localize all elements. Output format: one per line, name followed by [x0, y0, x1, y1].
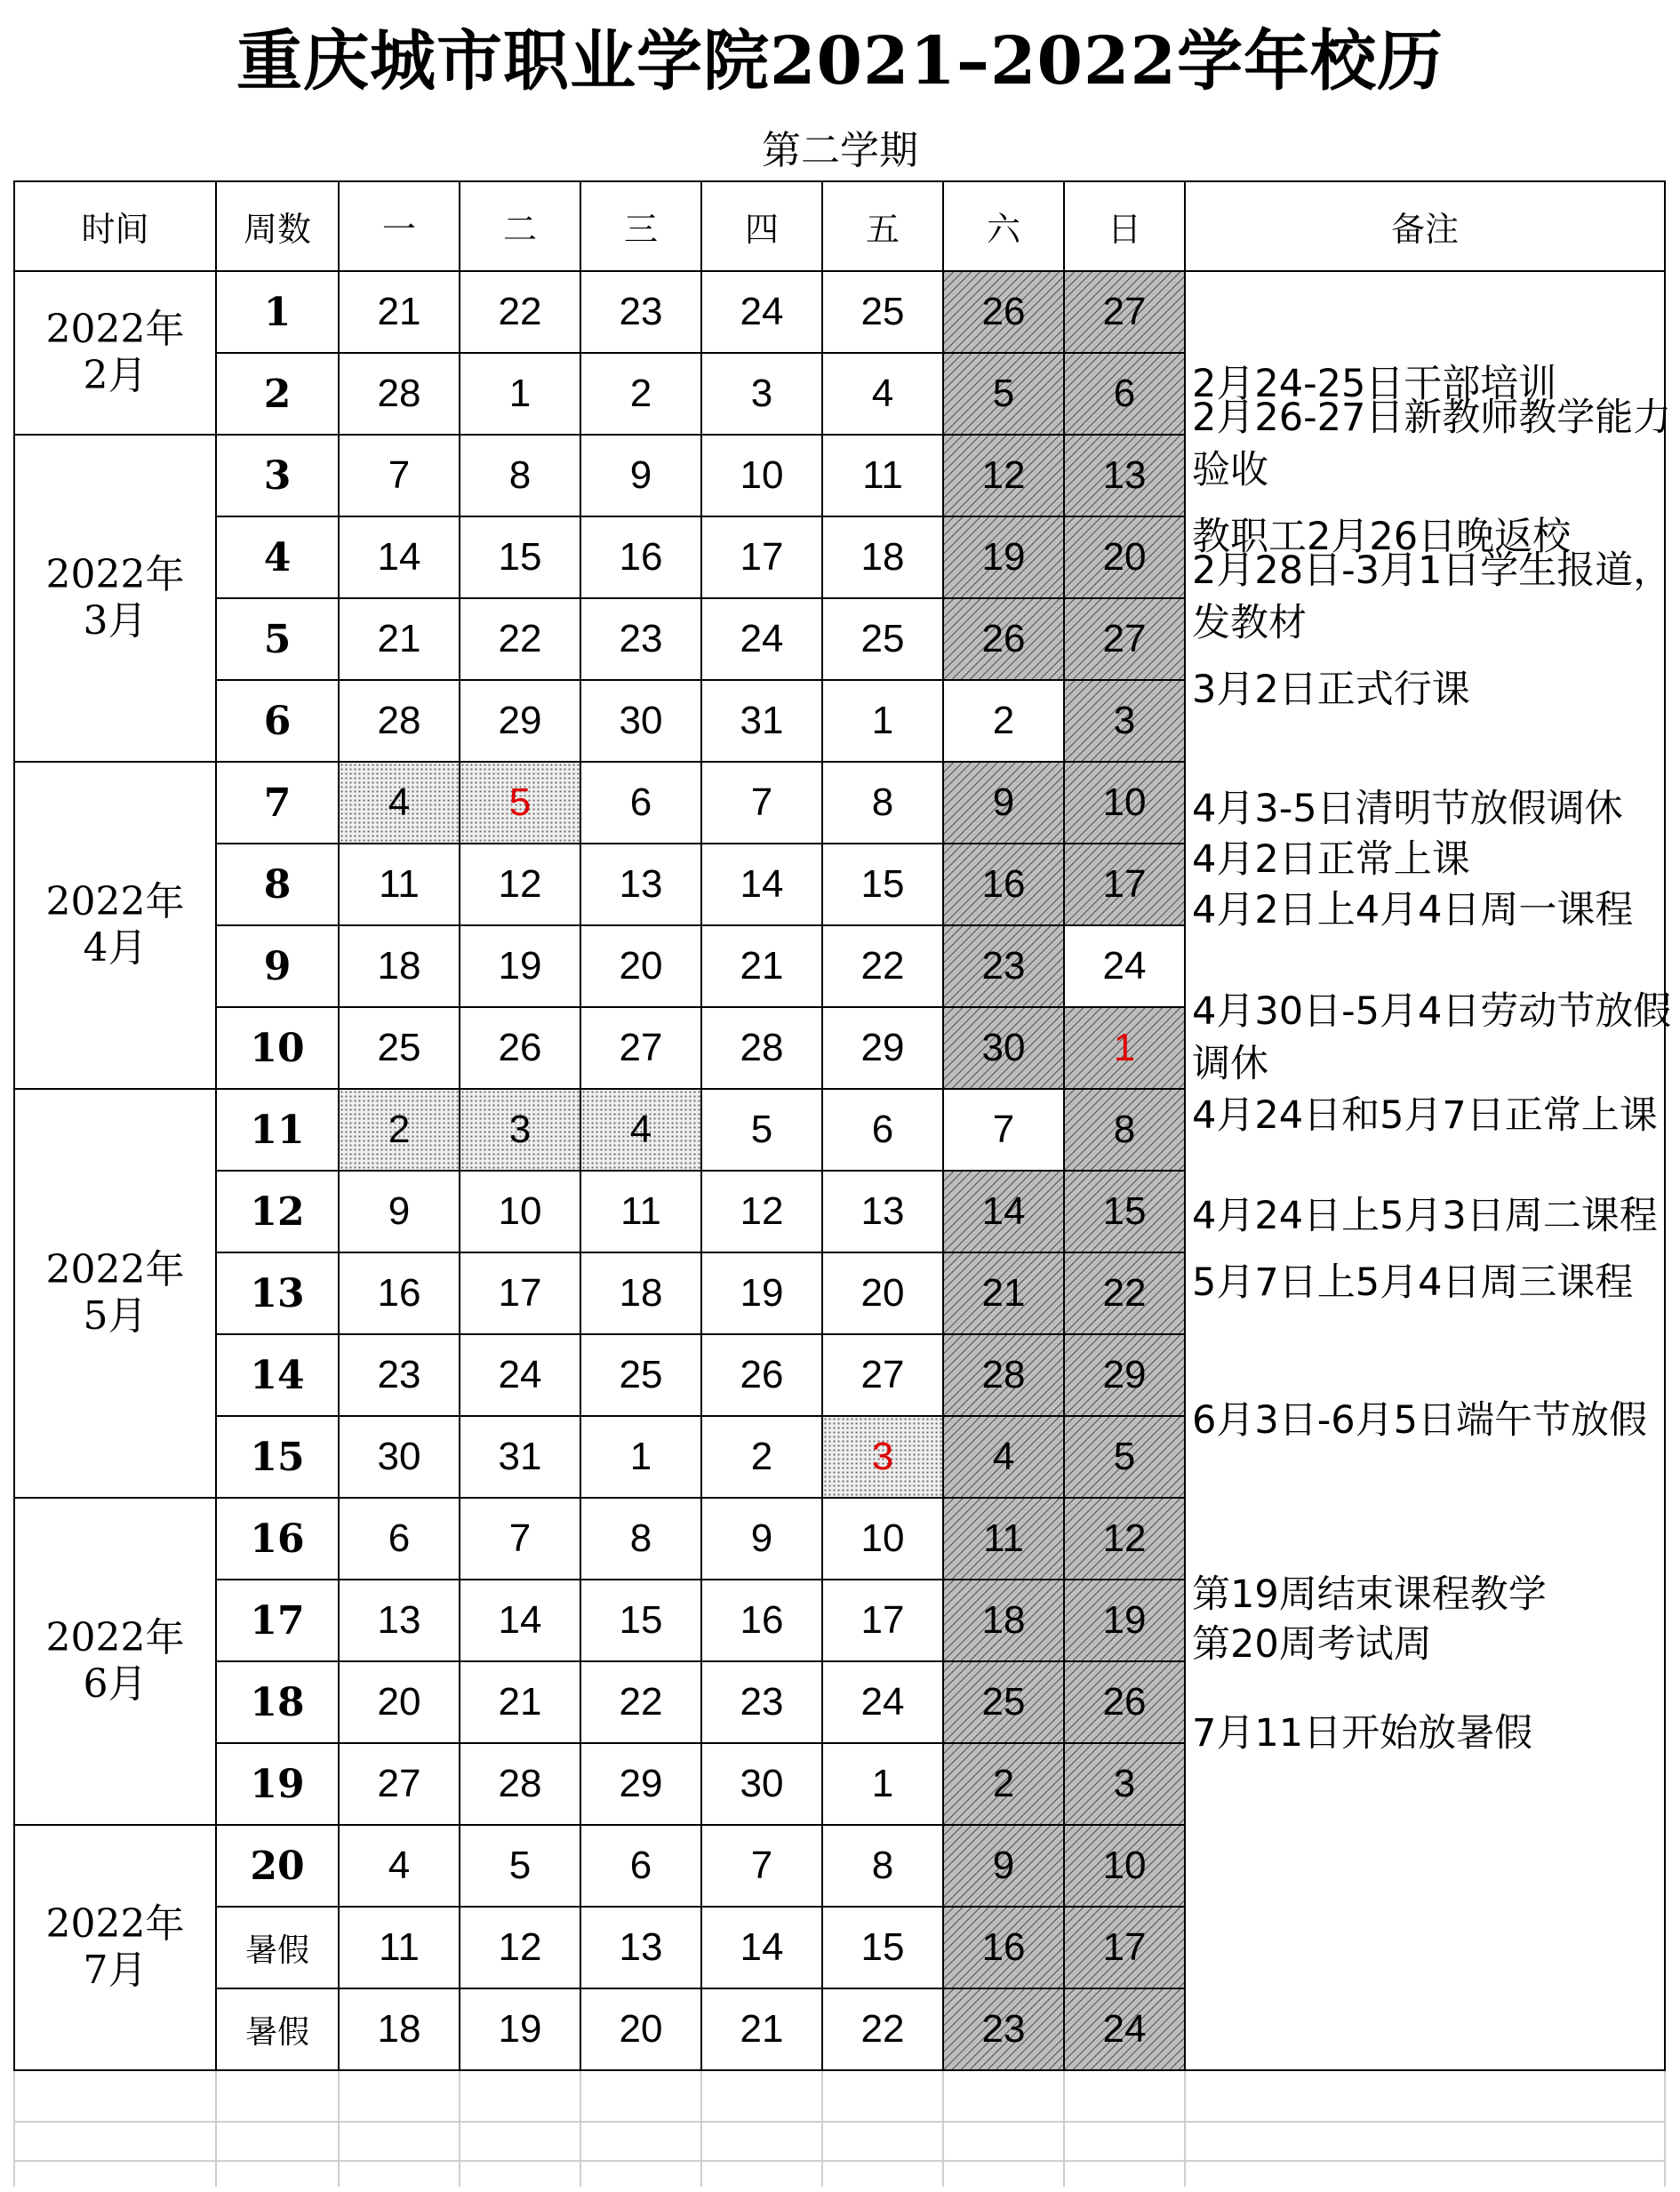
day-cell-sun: 26: [1064, 1661, 1185, 1743]
day-cell-wed: 29: [580, 1743, 701, 1825]
day-cell-thu: 26: [701, 1334, 822, 1416]
day-cell-sun: 22: [1064, 1252, 1185, 1334]
day-cell-tue: 14: [460, 1580, 580, 1661]
day-cell-fri: 11: [822, 435, 943, 516]
note-item: 2月24-25日干部培训: [1192, 362, 1557, 406]
header-week: 周数: [216, 181, 339, 271]
day-cell-mon: 27: [339, 1743, 460, 1825]
page-title: 重庆城市职业学院2021–2022学年校历: [236, 22, 1444, 100]
note-item: 2月26-27日新教师教学能力验收: [1192, 396, 1672, 492]
day-cell-sat: 21: [943, 1252, 1064, 1334]
note-item: 教职工2月26日晚返校: [1192, 515, 1572, 559]
week-number: 2: [216, 353, 339, 435]
day-cell-thu: 10: [701, 435, 822, 516]
day-cell-sat: 11: [943, 1498, 1064, 1580]
day-cell-sun: 3: [1064, 1743, 1185, 1825]
month-year: 2022年: [45, 1901, 185, 1947]
note-item: 7月11日开始放暑假: [1192, 1711, 1533, 1756]
day-cell-thu: 31: [701, 680, 822, 762]
day-cell-fri: 24: [822, 1661, 943, 1743]
day-cell-wed: 13: [580, 844, 701, 925]
week-row: [14, 271, 1665, 353]
day-cell-mon: 6: [339, 1498, 460, 1580]
header-notes: 备注: [1185, 181, 1665, 271]
day-cell-sat: 2: [943, 1743, 1064, 1825]
day-cell-thu: 19: [701, 1252, 822, 1334]
day-cell-fri: 6: [822, 1089, 943, 1171]
week-number: 15: [216, 1416, 339, 1498]
day-cell-tue: 22: [460, 598, 580, 680]
day-cell-thu: 3: [701, 353, 822, 435]
header-day-sun: 日: [1064, 181, 1185, 271]
day-cell-thu: 2: [701, 1416, 822, 1498]
day-cell-sat: 4: [943, 1416, 1064, 1498]
gridline-vertical: [942, 2071, 944, 2187]
day-cell-sat: 7: [943, 1089, 1064, 1171]
day-cell-sat: 14: [943, 1171, 1064, 1252]
day-cell-mon: 11: [339, 1907, 460, 1988]
day-cell-wed: 20: [580, 1988, 701, 2070]
day-cell-wed: 9: [580, 435, 701, 516]
day-cell-thu: 24: [701, 271, 822, 353]
week-number: 9: [216, 925, 339, 1007]
month-year: 2022年: [45, 307, 185, 352]
note-item: 2月28日-3月1日学生报道，发教材: [1192, 548, 1672, 645]
day-cell-sat: 26: [943, 598, 1064, 680]
day-cell-sat: 16: [943, 1907, 1064, 1988]
day-cell-sun: 27: [1064, 271, 1185, 353]
day-cell-thu: 21: [701, 925, 822, 1007]
day-cell-wed: 23: [580, 271, 701, 353]
day-cell-mon: 14: [339, 516, 460, 598]
day-cell-fri: 8: [822, 762, 943, 844]
day-cell-wed: 22: [580, 1661, 701, 1743]
day-cell-sun: 10: [1064, 762, 1185, 844]
day-cell-wed: 16: [580, 516, 701, 598]
note-item: 3月2日正式行课: [1192, 668, 1470, 712]
gridline-vertical: [580, 2071, 581, 2187]
day-cell-sun: 8: [1064, 1089, 1185, 1171]
day-cell-mon: 18: [339, 925, 460, 1007]
week-number: 20: [216, 1825, 339, 1907]
month-year: 2022年: [45, 1247, 185, 1292]
day-cell-mon: 2: [339, 1089, 460, 1171]
header-day-mon: 一: [339, 181, 460, 271]
week-number: 13: [216, 1252, 339, 1334]
day-cell-wed: 8: [580, 1498, 701, 1580]
day-cell-sun: 24: [1064, 1988, 1185, 2070]
day-cell-thu: 5: [701, 1089, 822, 1171]
month-year: 2022年: [45, 1615, 185, 1660]
header-day-fri: 五: [822, 181, 943, 271]
gridline-vertical: [1184, 2071, 1186, 2187]
day-cell-thu: 14: [701, 1907, 822, 1988]
day-cell-wed: 6: [580, 762, 701, 844]
week-number: 6: [216, 680, 339, 762]
week-number: 12: [216, 1171, 339, 1252]
day-cell-thu: 9: [701, 1498, 822, 1580]
day-cell-sun: 27: [1064, 598, 1185, 680]
day-cell-tue: 15: [460, 516, 580, 598]
week-number: 4: [216, 516, 339, 598]
day-cell-thu: 12: [701, 1171, 822, 1252]
day-cell-thu: 28: [701, 1007, 822, 1089]
gridline-vertical: [1063, 2071, 1065, 2187]
week-number: 暑假: [216, 1988, 339, 2070]
day-cell-tue: 17: [460, 1252, 580, 1334]
day-cell-tue: 21: [460, 1661, 580, 1743]
day-cell-mon: 7: [339, 435, 460, 516]
day-cell-sun: 6: [1064, 353, 1185, 435]
day-cell-wed: 1: [580, 1416, 701, 1498]
day-cell-thu: 16: [701, 1580, 822, 1661]
day-cell-tue: 19: [460, 925, 580, 1007]
day-cell-tue: 5: [460, 762, 580, 844]
day-cell-tue: 24: [460, 1334, 580, 1416]
day-cell-tue: 1: [460, 353, 580, 435]
day-cell-tue: 22: [460, 271, 580, 353]
day-cell-sun: 1: [1064, 1007, 1185, 1089]
day-cell-sun: 12: [1064, 1498, 1185, 1580]
day-cell-mon: 11: [339, 844, 460, 925]
note-item: 5月7日上5月4日周三课程: [1192, 1260, 1634, 1305]
day-cell-tue: 29: [460, 680, 580, 762]
note-item: 4月3-5日清明节放假调休: [1192, 787, 1623, 831]
day-cell-mon: 21: [339, 598, 460, 680]
day-cell-mon: 25: [339, 1007, 460, 1089]
day-cell-tue: 7: [460, 1498, 580, 1580]
day-cell-sat: 9: [943, 762, 1064, 844]
gridline-vertical: [338, 2071, 340, 2187]
day-cell-mon: 30: [339, 1416, 460, 1498]
day-cell-sun: 10: [1064, 1825, 1185, 1907]
day-cell-fri: 3: [822, 1416, 943, 1498]
day-cell-sat: 28: [943, 1334, 1064, 1416]
day-cell-tue: 19: [460, 1988, 580, 2070]
day-cell-mon: 23: [339, 1334, 460, 1416]
header-day-wed: 三: [580, 181, 701, 271]
gridline-horizontal: [13, 2160, 1664, 2162]
day-cell-mon: 28: [339, 353, 460, 435]
note-item: 4月24日上5月3日周二课程: [1192, 1194, 1658, 1238]
gridline-vertical: [700, 2071, 702, 2187]
note-item: 第20周考试周: [1192, 1622, 1432, 1667]
month-name: 4月: [83, 925, 148, 971]
week-number: 14: [216, 1334, 339, 1416]
header-day-tue: 二: [460, 181, 580, 271]
header-day-thu: 四: [701, 181, 822, 271]
day-cell-fri: 17: [822, 1580, 943, 1661]
month-year: 2022年: [45, 879, 185, 924]
day-cell-fri: 1: [822, 1743, 943, 1825]
day-cell-fri: 15: [822, 1907, 943, 1988]
day-cell-fri: 25: [822, 598, 943, 680]
day-cell-fri: 1: [822, 680, 943, 762]
day-cell-fri: 10: [822, 1498, 943, 1580]
day-cell-fri: 13: [822, 1171, 943, 1252]
gridline-vertical: [1664, 2071, 1666, 2187]
day-cell-sat: 19: [943, 516, 1064, 598]
day-cell-mon: 20: [339, 1661, 460, 1743]
month-label: [14, 1089, 216, 1498]
day-cell-mon: 4: [339, 1825, 460, 1907]
day-cell-thu: 30: [701, 1743, 822, 1825]
day-cell-sun: 17: [1064, 844, 1185, 925]
day-cell-wed: 4: [580, 1089, 701, 1171]
day-cell-fri: 22: [822, 925, 943, 1007]
day-cell-sat: 12: [943, 435, 1064, 516]
day-cell-sat: 23: [943, 925, 1064, 1007]
note-item: 4月2日上4月4日周一课程: [1192, 888, 1634, 932]
day-cell-fri: 15: [822, 844, 943, 925]
day-cell-thu: 24: [701, 598, 822, 680]
gridline-vertical: [821, 2071, 823, 2187]
day-cell-mon: 28: [339, 680, 460, 762]
day-cell-sun: 3: [1064, 680, 1185, 762]
week-number: 11: [216, 1089, 339, 1171]
week-number: 18: [216, 1661, 339, 1743]
month-label: [14, 762, 216, 1089]
week-number: 暑假: [216, 1907, 339, 1988]
day-cell-tue: 10: [460, 1171, 580, 1252]
gridline-vertical: [13, 2071, 15, 2187]
day-cell-thu: 7: [701, 762, 822, 844]
note-item: 6月3日-6月5日端午节放假: [1192, 1398, 1647, 1443]
month-name: 7月: [83, 1948, 148, 1993]
week-number: 17: [216, 1580, 339, 1661]
day-cell-wed: 13: [580, 1907, 701, 1988]
day-cell-sat: 23: [943, 1988, 1064, 2070]
gridline-vertical: [215, 2071, 217, 2187]
day-cell-wed: 15: [580, 1580, 701, 1661]
day-cell-sun: 19: [1064, 1580, 1185, 1661]
day-cell-fri: 18: [822, 516, 943, 598]
day-cell-mon: 21: [339, 271, 460, 353]
day-cell-mon: 13: [339, 1580, 460, 1661]
day-cell-sun: 17: [1064, 1907, 1185, 1988]
week-number: 5: [216, 598, 339, 680]
day-cell-tue: 31: [460, 1416, 580, 1498]
month-label: [14, 1498, 216, 1825]
semester-label: 第二学期: [762, 128, 918, 173]
day-cell-wed: 6: [580, 1825, 701, 1907]
month-name: 5月: [83, 1293, 148, 1339]
week-number: 8: [216, 844, 339, 925]
day-cell-sun: 13: [1064, 435, 1185, 516]
day-cell-thu: 17: [701, 516, 822, 598]
day-cell-sat: 5: [943, 353, 1064, 435]
day-cell-mon: 9: [339, 1171, 460, 1252]
day-cell-thu: 7: [701, 1825, 822, 1907]
month-name: 2月: [83, 353, 148, 398]
note-item: 第19周结束课程教学: [1192, 1572, 1547, 1617]
day-cell-tue: 8: [460, 435, 580, 516]
day-cell-tue: 5: [460, 1825, 580, 1907]
gridline-horizontal: [13, 2121, 1664, 2123]
note-item: 4月2日正常上课: [1192, 837, 1470, 882]
day-cell-fri: 20: [822, 1252, 943, 1334]
day-cell-sat: 2: [943, 680, 1064, 762]
day-cell-wed: 27: [580, 1007, 701, 1089]
day-cell-fri: 29: [822, 1007, 943, 1089]
day-cell-wed: 23: [580, 598, 701, 680]
day-cell-tue: 26: [460, 1007, 580, 1089]
day-cell-sun: 29: [1064, 1334, 1185, 1416]
gridline-vertical: [459, 2071, 460, 2187]
header-time: 时间: [14, 181, 216, 271]
month-label: [14, 435, 216, 762]
day-cell-sat: 18: [943, 1580, 1064, 1661]
month-year: 2022年: [45, 552, 185, 597]
day-cell-fri: 4: [822, 353, 943, 435]
day-cell-sat: 26: [943, 271, 1064, 353]
week-number: 3: [216, 435, 339, 516]
header-row: [14, 181, 1665, 271]
week-number: 7: [216, 762, 339, 844]
day-cell-fri: 25: [822, 271, 943, 353]
week-number: 10: [216, 1007, 339, 1089]
day-cell-wed: 18: [580, 1252, 701, 1334]
day-cell-fri: 22: [822, 1988, 943, 2070]
day-cell-tue: 12: [460, 1907, 580, 1988]
day-cell-wed: 25: [580, 1334, 701, 1416]
month-name: 3月: [83, 598, 148, 644]
month-label: [14, 271, 216, 435]
day-cell-sat: 25: [943, 1661, 1064, 1743]
day-cell-thu: 21: [701, 1988, 822, 2070]
day-cell-thu: 14: [701, 844, 822, 925]
note-item: 4月24日和5月7日正常上课: [1192, 1093, 1658, 1138]
month-name: 6月: [83, 1661, 148, 1707]
day-cell-wed: 2: [580, 353, 701, 435]
day-cell-fri: 8: [822, 1825, 943, 1907]
day-cell-thu: 23: [701, 1661, 822, 1743]
day-cell-tue: 28: [460, 1743, 580, 1825]
day-cell-wed: 30: [580, 680, 701, 762]
week-number: 1: [216, 271, 339, 353]
day-cell-fri: 27: [822, 1334, 943, 1416]
day-cell-sun: 24: [1064, 925, 1185, 1007]
day-cell-sat: 16: [943, 844, 1064, 925]
header-day-sat: 六: [943, 181, 1064, 271]
week-number: 16: [216, 1498, 339, 1580]
day-cell-mon: 16: [339, 1252, 460, 1334]
day-cell-sun: 5: [1064, 1416, 1185, 1498]
day-cell-tue: 3: [460, 1089, 580, 1171]
day-cell-wed: 20: [580, 925, 701, 1007]
week-number: 19: [216, 1743, 339, 1825]
note-item: 4月30日-5月4日劳动节放假调休: [1192, 989, 1672, 1086]
day-cell-tue: 12: [460, 844, 580, 925]
day-cell-mon: 18: [339, 1988, 460, 2070]
day-cell-sat: 30: [943, 1007, 1064, 1089]
month-label: [14, 1825, 216, 2070]
day-cell-mon: 4: [339, 762, 460, 844]
day-cell-sun: 20: [1064, 516, 1185, 598]
day-cell-sat: 9: [943, 1825, 1064, 1907]
day-cell-sun: 15: [1064, 1171, 1185, 1252]
day-cell-wed: 11: [580, 1171, 701, 1252]
